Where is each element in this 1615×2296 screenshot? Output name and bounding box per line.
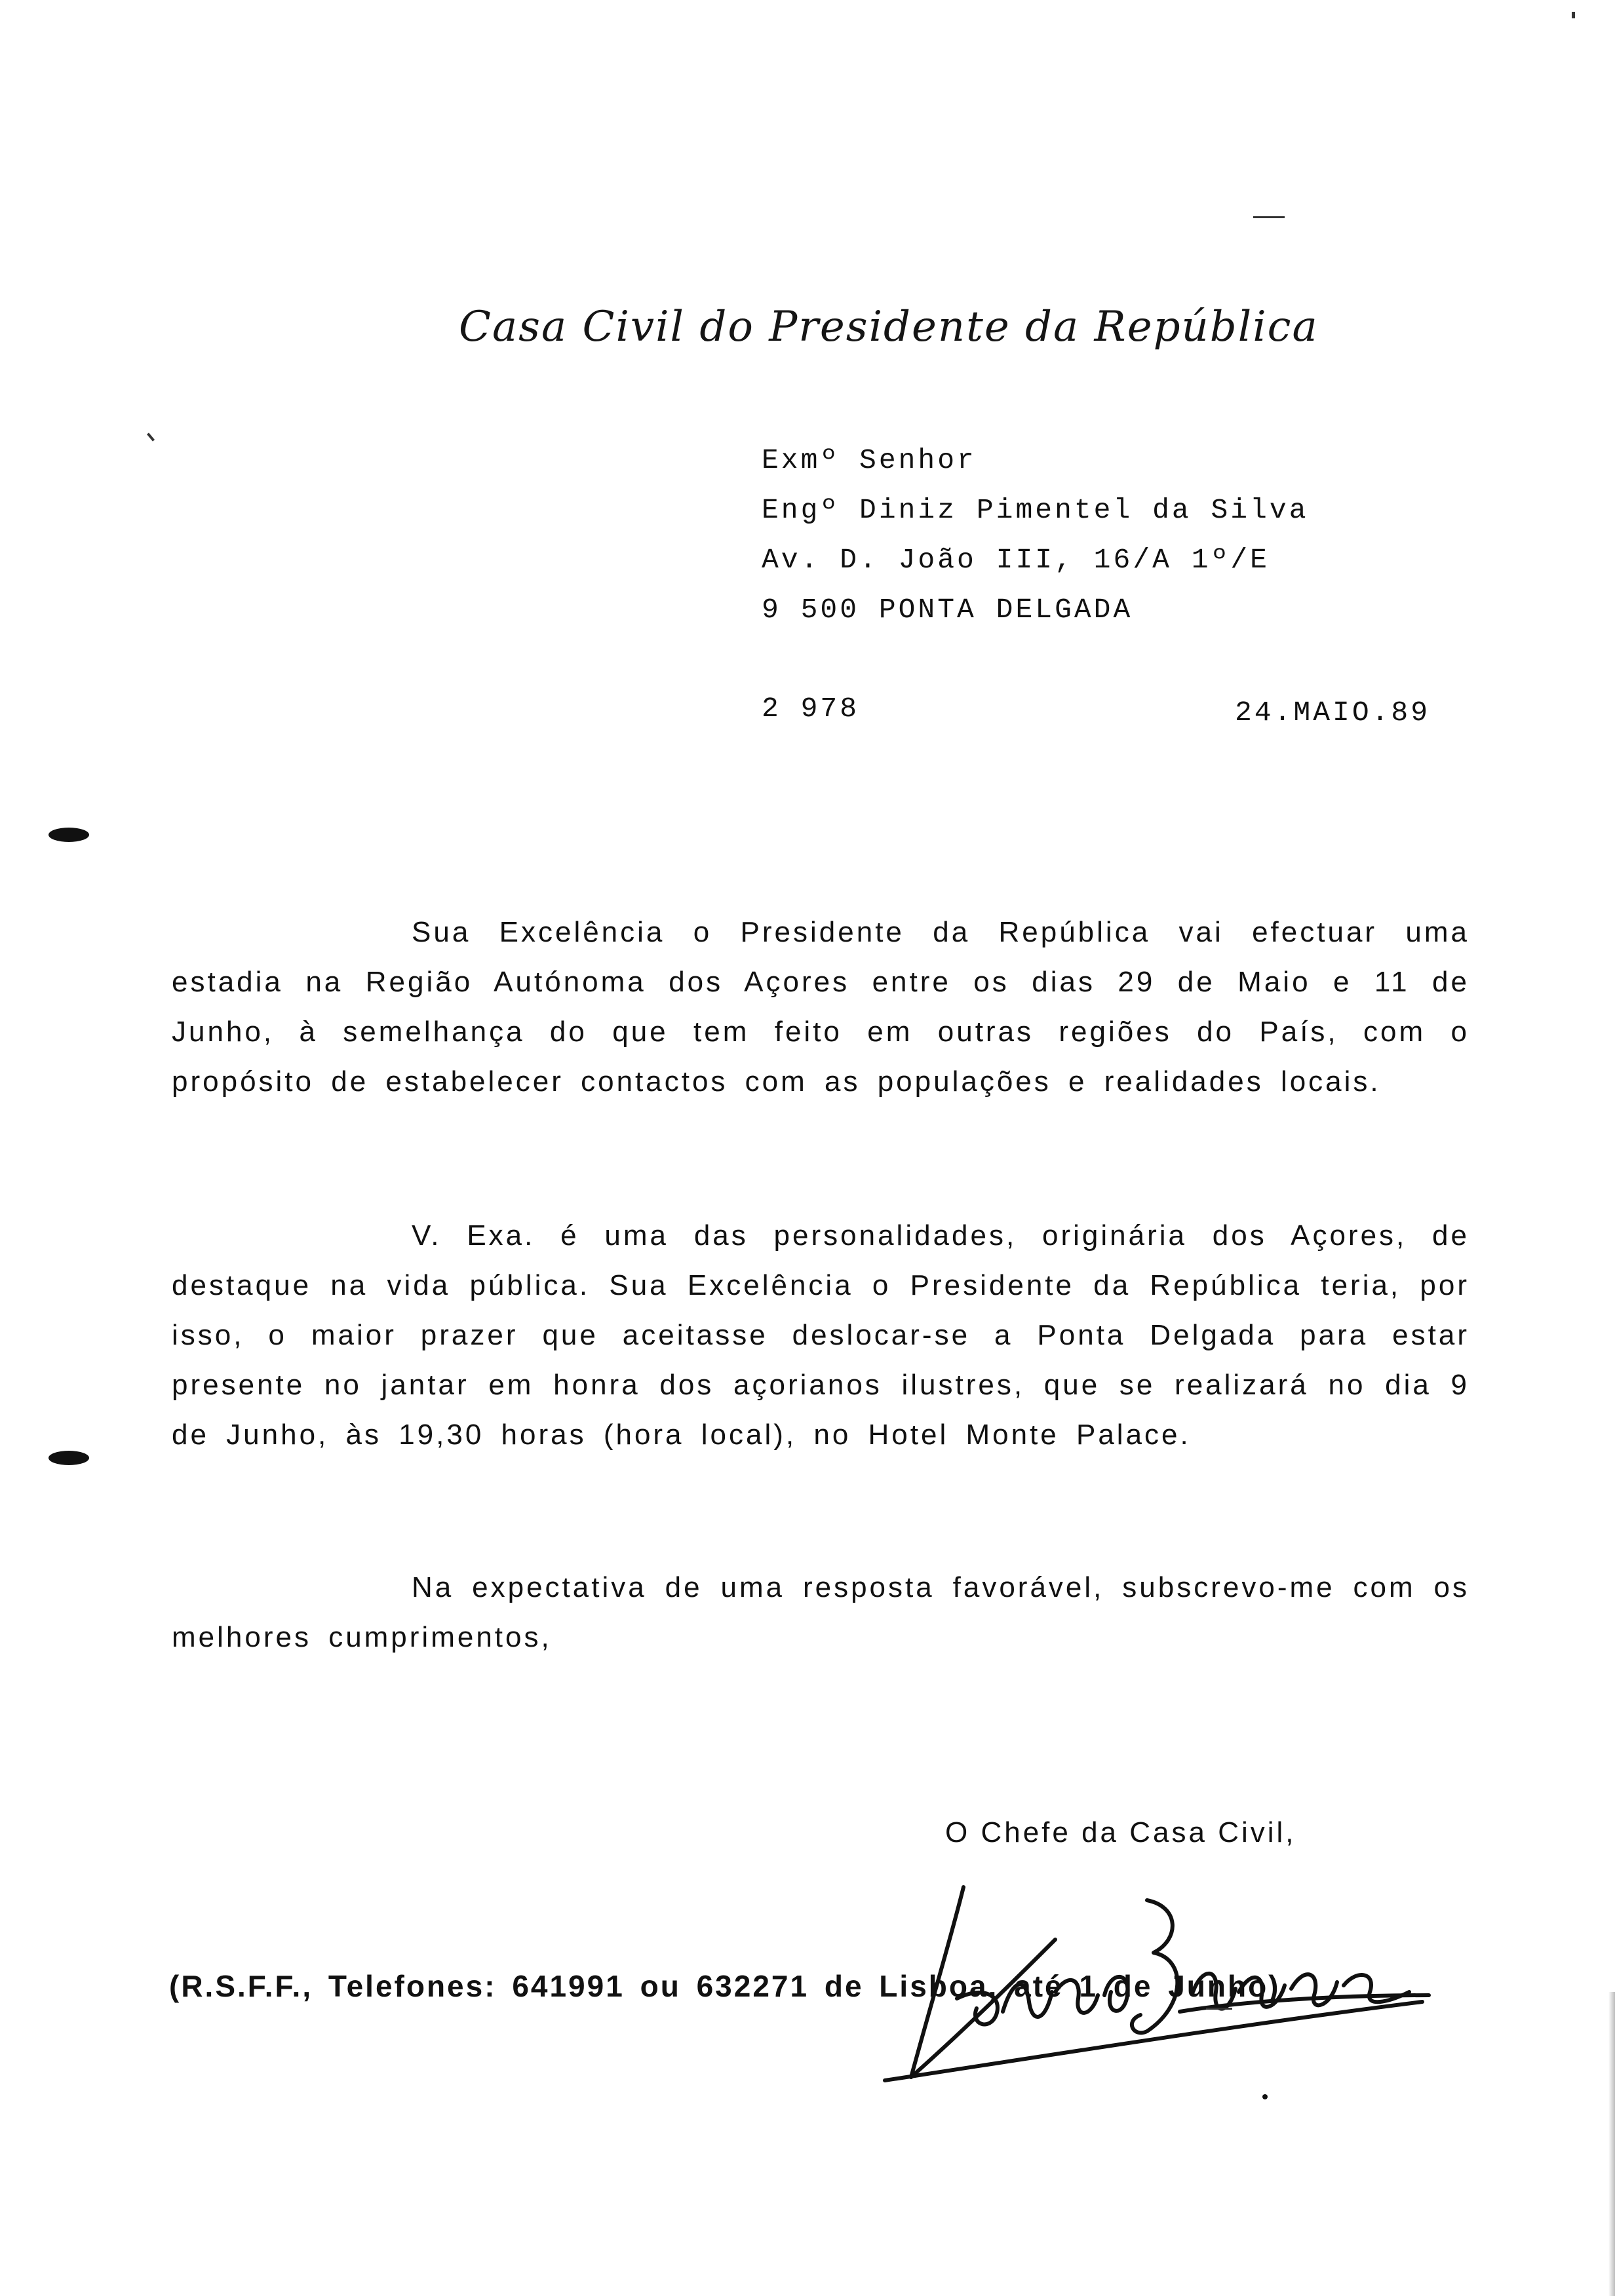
letterhead: Casa Civil do Presidente da República [459,303,1319,351]
closing-title: O Chefe da Casa Civil, [945,1816,1296,1848]
punch-hole-mark [49,1451,89,1465]
scan-speck [1253,216,1285,218]
recipient-address [762,436,1309,635]
scan-edge-shadow [1608,1992,1615,2296]
footer-note: (R.S.F.F., Telefones: 641991 ou 632271 de Lisboa, até 1 de Junho) [169,1969,1281,2003]
recipient-city: 9 500 PONTA DELGADA [762,594,1133,626]
recipient-name: Engº Diniz Pimentel da Silva [762,494,1309,526]
recipient-street: Av. D. João III, 16/A 1º/E [762,544,1270,576]
body-paragraph-2: V. Exa. é uma das personalidades, originária dos Açores, de destaque na vida pública. Sua Excelência o Presidente da República teria, por isso, o maior prazer que aceitasse deslocar-se a Ponta Delgada para estar presente no jantar em honra dos açorianos ilustres, que se realizará no dia 9 de Junho, às 19,30 horas (hora local), no Hotel Monte Palace. [172,1219,1469,1451]
scan-speck [147,432,155,441]
scan-speck [1206,2008,1232,2010]
scan-speck [1572,12,1575,18]
letter-date: 24.MAIO.89 [1235,697,1431,729]
recipient-salutation: Exmº Senhor [762,444,977,476]
punch-hole-mark [49,828,89,842]
body-paragraph-3: Na expectativa de uma resposta favorável, subscrevo-me com os melhores cumprimentos, [172,1571,1469,1653]
reference-number: 2 978 [762,693,860,725]
body-paragraph-1: Sua Excelência o Presidente da República vai efectuar uma estadia na Região Autónoma dos Açores entre os dias 29 de Maio e 11 de Junho, à semelhança do que tem feito em outras regiões do País, com o propósito de estabelecer contactos com as populações e realidades locais. [172,916,1469,1098]
